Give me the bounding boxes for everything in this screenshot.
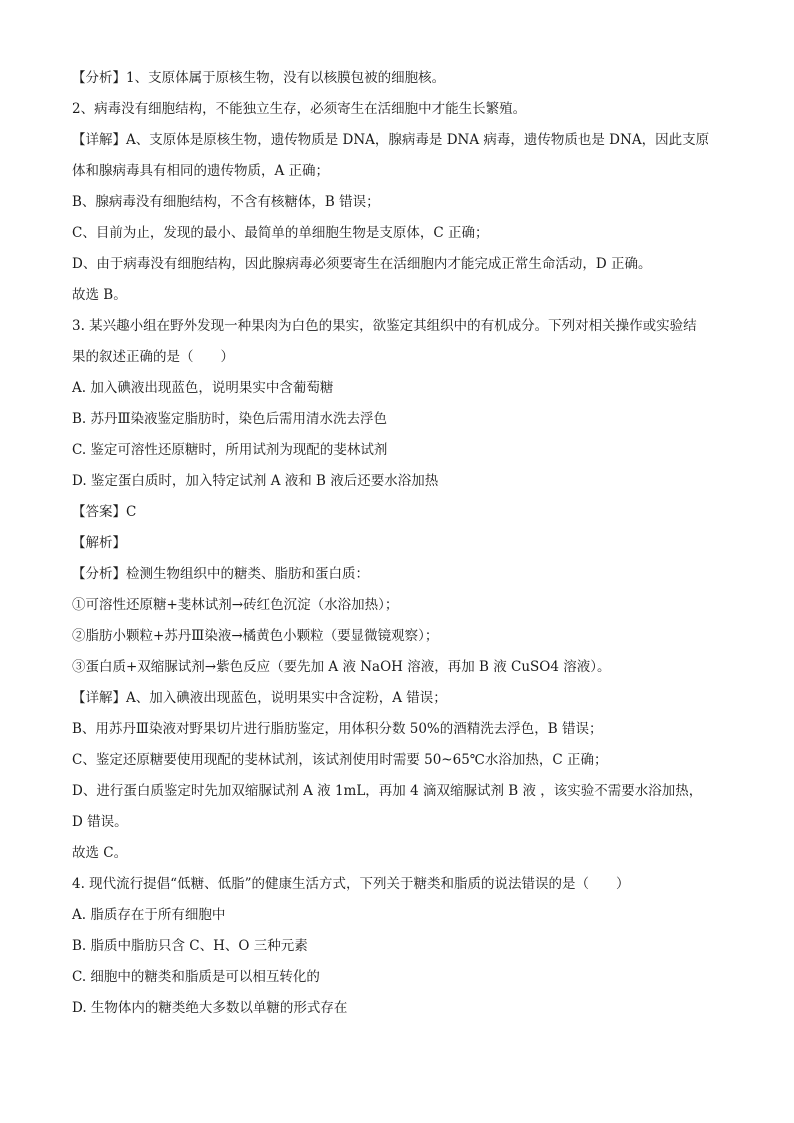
analysis-line-2: 2、病毒没有细胞结构，不能独立生存，必须寄生在活细胞中才能生长繁殖。: [72, 101, 527, 117]
detail-3-b: B、用苏丹Ⅲ染液对野果切片进行脂肪鉴定，用体积分数 50%的酒精洗去浮色，B 错误；: [72, 721, 603, 737]
question-3-option-a: A. 加入碘液出现蓝色，说明果实中含葡萄糖: [72, 380, 334, 396]
detail-line-b: B、腺病毒没有细胞结构，不含有核糖体，B 错误；: [72, 194, 380, 210]
question-4-option-b: B. 脂质中脂肪只含 C、H、O 三种元素: [72, 938, 308, 954]
question-4-stem: 4. 现代流行提倡“低糖、低脂”的健康生活方式，下列关于糖类和脂质的说法错误的是（ ）: [72, 876, 630, 892]
document-page: [72, 63, 732, 1024]
detail-3-c: C、鉴定还原糖要使用现配的斐林试剂，该试剂使用时需要 50~65℃水浴加热，C 正确；: [72, 752, 608, 768]
explanation-label: 【解析】: [72, 535, 126, 551]
question-4-option-a: A. 脂质存在于所有细胞中: [72, 907, 226, 923]
answer-choice-line-3: 故选 C。: [72, 845, 128, 861]
analysis-item-3: ③蛋白质+双缩脲试剂→紫色反应（要先加 A 液 NaOH 溶液，再加 B 液 CuSO4 溶液）。: [72, 659, 611, 675]
detail-3-a: 【详解】A、加入碘液出现蓝色，说明果实中含淀粉，A 错误；: [72, 690, 447, 706]
detail-line-2: 体和腺病毒具有相同的遗传物质，A 正确；: [72, 163, 330, 179]
detail-line-1: 【详解】A、支原体是原核生物，遗传物质是 DNA，腺病毒是 DNA 病毒，遗传物质也是 DNA，因此支原: [72, 132, 710, 148]
analysis-heading: 【分析】检测生物组织中的糖类、脂肪和蛋白质：: [72, 566, 369, 582]
analysis-line-1: 【分析】1、支原体属于原核生物，没有以核膜包被的细胞核。: [72, 70, 446, 86]
analysis-item-1: ①可溶性还原糖+斐林试剂→砖红色沉淀（水浴加热）；: [72, 597, 399, 613]
question-3-option-b: B. 苏丹Ⅲ染液鉴定脂肪时，染色后需用清水洗去浮色: [72, 411, 388, 427]
detail-3-d-1: D、进行蛋白质鉴定时先加双缩脲试剂 A 液 1mL，再加 4 滴双缩脲试剂 B 液 ，该实验不需要水浴加热，: [72, 783, 703, 799]
question-4-option-d: D. 生物体内的糖类绝大多数以单糖的形式存在: [72, 1000, 348, 1016]
answer-choice-line: 故选 B。: [72, 287, 127, 303]
question-3-option-c: C. 鉴定可溶性还原糖时，所用试剂为现配的斐林试剂: [72, 442, 388, 458]
analysis-item-2: ②脂肪小颗粒+苏丹Ⅲ染液→橘黄色小颗粒（要显微镜观察）；: [72, 628, 439, 644]
detail-line-d: D、由于病毒没有细胞结构，因此腺病毒必须要寄生在活细胞内才能完成正常生命活动，D 正确。: [72, 256, 652, 272]
detail-line-c: C、目前为止，发现的最小、最简单的单细胞生物是支原体，C 正确；: [72, 225, 489, 241]
question-3-stem-2: 果的叙述正确的是（ ）: [72, 349, 234, 365]
question-3-stem-1: 3. 某兴趣小组在野外发现一种果肉为白色的果实，欲鉴定其组织中的有机成分。下列对相关操作或实验结: [72, 318, 697, 334]
question-4-option-c: C. 细胞中的糖类和脂质是可以相互转化的: [72, 969, 320, 985]
question-3-option-d: D. 鉴定蛋白质时，加入特定试剂 A 液和 B 液后还要水浴加热: [72, 473, 439, 489]
answer-label: 【答案】C: [72, 504, 137, 520]
detail-3-d-2: D 错误。: [72, 814, 128, 830]
